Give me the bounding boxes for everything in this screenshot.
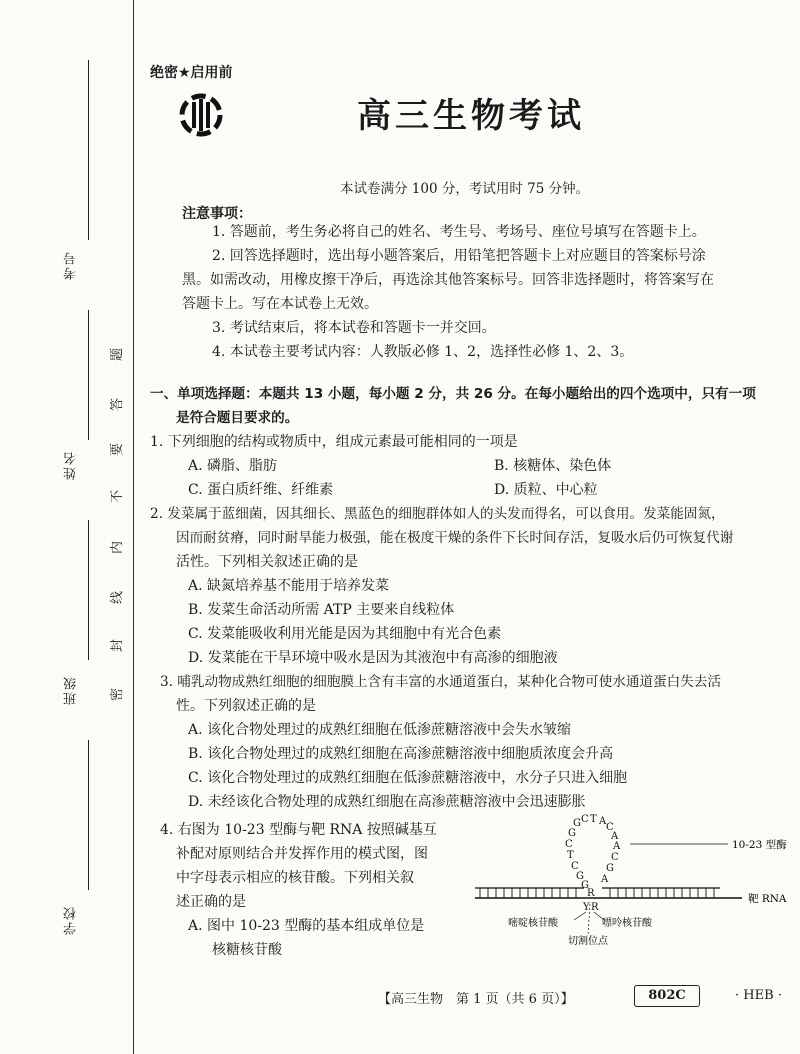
- loop-nucleotide: C: [565, 839, 573, 850]
- seal-char: 内: [110, 540, 126, 555]
- loop-nucleotide: G: [573, 818, 581, 829]
- page-footer: 【高三生物 第 1 页（共 6 页）】: [378, 992, 574, 1007]
- region-tag: · HEB ·: [735, 988, 782, 1003]
- q4-option-a: A. 图中 10-23 型酶的基本组成单位是: [188, 918, 425, 934]
- q2-option-a: A. 缺氮培养基不能用于培养发菜: [188, 578, 390, 594]
- q2-stem: 2. 发菜属于蓝细菌，因其细长、黑蓝色的细胞群体如人的头发而得名，可以食用。发菜能固氮，: [150, 506, 725, 522]
- q2-option-d: D. 发菜能在干旱环境中吸水是因为其液泡中有高渗的细胞液: [188, 650, 558, 666]
- seal-char: 不: [110, 489, 126, 504]
- class-line: [88, 520, 89, 660]
- notice-line: 黑。如需改动，用橡皮擦干净后，再选涂其他答案标号。回答非选择题时，将答案写在: [182, 272, 714, 288]
- q4-stem: 补配对原则结合并发挥作用的模式图，图: [176, 846, 428, 862]
- q3-option-b: B. 该化合物处理过的成熟红细胞在高渗蔗糖溶液中细胞质浓度会升高: [188, 746, 614, 762]
- q1-stem: 1. 下列细胞的结构或物质中，组成元素最可能相同的一项是: [150, 434, 518, 450]
- loop-nucleotide: T: [567, 850, 574, 861]
- q3-option-d: D. 未经该化合物处理的成熟红细胞在高渗蔗糖溶液中会迅速膨胀: [188, 794, 586, 810]
- purine-label: 嘌呤核苷酸: [602, 918, 652, 929]
- q3-stem: 3. 哺乳动物成熟红细胞的细胞膜上含有丰富的水通道蛋白，某种化合物可使水通道蛋白失去活: [160, 674, 722, 690]
- page-title: 高三生物考试: [357, 96, 585, 136]
- class-label: 班级: [64, 675, 79, 705]
- q2-stem: 因而耐贫瘠，同时耐旱能力极强，能在极度干燥的条件下长时间存活，复吸水后仍可恢复代谢: [176, 530, 734, 546]
- name-label: 姓名: [64, 450, 79, 480]
- seal-char: 题: [110, 347, 126, 362]
- seal-char: 要: [110, 442, 126, 457]
- notice-heading: 注意事项：: [182, 206, 252, 222]
- enzyme-label: 10-23 型酶: [732, 839, 787, 851]
- q2-stem: 活性。下列相关叙述正确的是: [176, 554, 358, 570]
- q4-option-a-cont: 核糖核苷酸: [212, 942, 282, 958]
- q3-option-c: C. 该化合物处理过的成熟红细胞在低渗蔗糖溶液中，水分子只进入细胞: [188, 770, 628, 786]
- loop-nucleotide: C: [571, 861, 579, 872]
- q4-stem: 4. 右图为 10-23 型酶与靶 RNA 按照碱基互: [160, 822, 437, 838]
- binding-line: [133, 0, 134, 1054]
- loop-nucleotide: G: [576, 871, 584, 882]
- name-line: [88, 310, 89, 440]
- section-heading: 一、单项选择题：本题共 13 小题，每小题 2 分，共 26 分。在每小题给出的四个选项中，只有一项: [150, 386, 756, 402]
- pyrimidine-label: 嘧啶核苷酸: [508, 918, 558, 929]
- q3-stem: 性。下列叙述正确的是: [176, 698, 316, 714]
- q1-option-d: D. 质粒、中心粒: [494, 482, 598, 498]
- q2-option-c: C. 发菜能吸收利用光能是因为其细胞中有光合色素: [188, 626, 502, 642]
- q4-stem: 述正确的是: [176, 894, 246, 910]
- q2-option-b: B. 发菜生命活动所需 ATP 主要来自线粒体: [188, 602, 455, 618]
- notice-line: 4. 本试卷主要考试内容：人教版必修 1、2，选择性必修 1、2、3。: [212, 344, 634, 360]
- school-line: [88, 740, 89, 890]
- r-nucleotide: R: [587, 888, 595, 899]
- loop-nucleotide: G: [581, 880, 589, 891]
- confidential-mark: 绝密★启用前: [150, 65, 233, 81]
- loop-nucleotide: A: [611, 831, 619, 842]
- loop-nucleotide: A: [599, 816, 607, 827]
- school-label: 学校: [64, 905, 79, 935]
- section-heading-cont: 是符合题目要求的。: [176, 410, 299, 426]
- exam-no-label: 考号: [64, 250, 79, 280]
- seal-char: 密: [110, 687, 126, 702]
- loop-nucleotide: C: [581, 814, 589, 825]
- exam-meta: 本试卷满分 100 分，考试用时 75 分钟。: [340, 181, 590, 197]
- target-rna-label: 靶 RNA: [748, 893, 787, 905]
- q3-option-a: A. 该化合物处理过的成熟红细胞在低渗蔗糖溶液中会失水皱缩: [188, 722, 572, 738]
- q1-option-b: B. 核糖体、染色体: [494, 458, 612, 474]
- loop-nucleotide: A: [613, 841, 621, 852]
- q4-stem: 中字母表示相应的核苷酸。下列相关叙: [176, 870, 414, 886]
- loop-nucleotide: C: [611, 852, 619, 863]
- loop-nucleotide: A: [601, 874, 609, 885]
- r-nucleotide: R: [591, 902, 599, 913]
- loop-nucleotide: C: [606, 822, 614, 833]
- publisher-logo-icon: [176, 92, 226, 138]
- paper-code-badge: 802C: [634, 985, 700, 1007]
- notice-line: 3. 考试结束后，将本试卷和答题卡一并交回。: [212, 320, 496, 336]
- notice-line: 答题卡上。写在本试卷上无效。: [182, 296, 378, 312]
- loop-nucleotide: T: [590, 814, 597, 825]
- q1-option-c: C. 蛋白质纤维、纤维素: [188, 482, 334, 498]
- exam-no-line: [88, 60, 89, 240]
- ribozyme-figure: [470, 812, 790, 952]
- seal-char: 答: [110, 397, 126, 412]
- notice-line: 2. 回答选择题时，选出每小题答案后，用铅笔把答题卡上对应题目的答案标号涂: [212, 248, 706, 264]
- seal-char: 线: [110, 590, 126, 605]
- loop-nucleotide: G: [606, 863, 614, 874]
- seal-char: 封: [110, 638, 126, 653]
- notice-line: 1. 答题前，考生务必将自己的姓名、考生号、考场号、座位号填写在答题卡上。: [212, 224, 706, 240]
- y-nucleotide: Y: [583, 902, 590, 913]
- q1-option-a: A. 磷脂、脂肪: [188, 458, 278, 474]
- cleavage-site-label: 切割位点: [568, 936, 608, 947]
- loop-nucleotide: G: [568, 828, 576, 839]
